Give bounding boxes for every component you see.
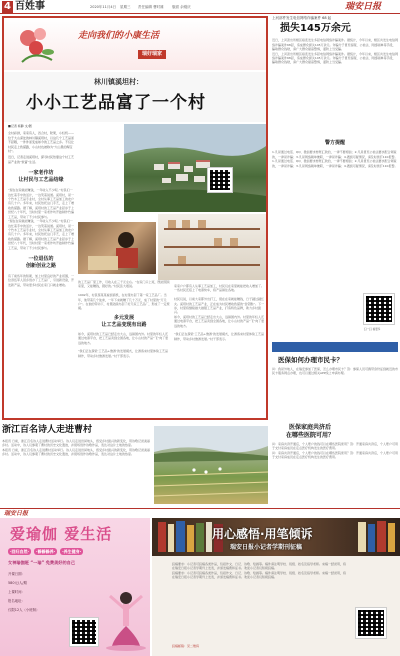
issue-weekday: 星期三: [120, 5, 131, 9]
essay-call-contact: 投稿邮箱：见二维码: [172, 644, 200, 648]
yoga-field-price: 580元/人/期: [8, 581, 27, 585]
village-aerial-photo: [124, 124, 266, 212]
byline: ■记者 杨静 文/图: [8, 124, 32, 128]
qa-heading: 医保如何办理市民卡？: [278, 356, 343, 364]
essay-call-body-cont: 投稿要求：小记者可投稿各类作品，包括作文、日记、诗歌、绘画等。稿件请注明学校、班级、姓名及指导老师。来稿一经录用，将在瑞安日报小记者学期刊上发表，并颁发稿费和证书。欢迎小记者们积极投稿。: [172, 570, 347, 580]
qa2-heading: 医保家庭共济后 在哪些医院可用？: [286, 424, 335, 439]
qa2-body-wrap: [272, 442, 398, 504]
field-landscape-photo: [154, 426, 268, 504]
yoga-field-limit: 仅限12人（小班制）: [8, 608, 40, 612]
poets-headline: 浙江百名诗人走进曹村: [2, 425, 93, 435]
qr-caption: 扫一扫 看更多: [364, 328, 381, 331]
banner-subslogan: 瑞好瑞家: [138, 50, 166, 59]
tips-body-wrap: [272, 150, 398, 258]
flower-decoration-icon: [14, 22, 60, 66]
yoga-fields: [8, 570, 72, 615]
poets-article: [2, 424, 150, 506]
essay-call-subtitle: 瑞安日报小记者学期刊征稿: [230, 544, 303, 551]
column-2-body: 的工艺品厂里工作，月收入在三千元左右。“在家门口上班，既能照顾家里，又能赚钱，挺好的。”村民张大姐说。 1992年，村民蔡某某看到商机，在村里办起了第一家工艺品厂。当年，他带着几个徒弟，一年下来就赚了几十万元，成了村里的“万元户”。在他的带动下，村里陆续办起了好几家工艺品厂，形成了一定规模。: [78, 280, 170, 311]
section-2-body: 有了前些年的积累，加上村里良好的产业氛围，一位退伍军人回乡创办了工艺品厂，引进新设备，开发新产品，带动更多村民在家门口就业增收。: [8, 273, 74, 287]
section-heading-2: 一位退伍的 创新创业之路: [25, 255, 56, 269]
yoga-field-time: 上课时间：: [8, 590, 25, 594]
news-body-cont: 近日，上河派出所辖区接连发生多起电信网络诈骗案件。据统计，今年以来，辖区共发生电信网络诈骗案件68起，造成群众损失145万余元。诈骗分子冒充客服、公检法、网络刷单等手段，骗取群众钱财，请广大群众提高警惕，谨防上当受骗。: [272, 51, 398, 65]
tips-body: 1.凡是通过电话、QQ、微信要求转账汇款的，一律不要相信；2.凡是冒充公检法要求配合调查的，一律是诈骗；3.凡是网络刷单兼职，一律是诈骗；4.遇到可疑情况，请及时拨打110报警。: [272, 150, 398, 159]
qa2-body-cont: 问：家庭共济开通后，个人账户的钱可以在哪些医院使用？答：开通家庭共济后，个人账户可用于支付家庭成员在定点医疗机构发生的医疗费用。: [272, 450, 398, 460]
banner-slogan: 走向我们的小康生活: [78, 31, 160, 41]
section-heading-1: 一家老作坊 让村民与工艺品结缘: [18, 170, 64, 184]
responsible-editor: 责任编辑 曹时雄: [138, 5, 164, 9]
qa2-body: 问：家庭共济开通后，个人账户的钱可以在哪些医院使用？答：开通家庭共济后，个人账户可用于支付家庭成员在定点医疗机构发生的医疗费用。: [272, 442, 398, 451]
yoga-field-start: 开课日期：: [8, 572, 25, 576]
news-body-wrap: [272, 38, 398, 134]
headline-block: [4, 72, 266, 122]
feature-column-1: [8, 124, 74, 418]
feature-column-3: [174, 284, 266, 418]
newspaper-logo: 瑞安日报: [345, 2, 382, 12]
masthead: [0, 0, 400, 14]
page-number: 4: [2, 1, 13, 13]
column-3-body: 家家户户都有人从事工艺品加工，村民们在家里就能把收入增加了。一些村民还搭上了电商快车，将产品销往各地。 村民们说，以前大家都外出打工，现在在家就能赚钱，日子越过越红火。溪坦村的工艺品产业，正在成为村民增收致富的“金钥匙”。下一步，村里将继续做大做强工艺品产业，打造特色品牌，助力乡村振兴。: [174, 284, 265, 315]
yoga-tag-3: ·养生健身·: [62, 549, 82, 554]
craftwork-photo: [78, 222, 156, 274]
section-heading-3: 多元发展 让工艺品变现有出路: [101, 314, 147, 328]
tips-heading: 警方提醒: [324, 140, 345, 147]
section-title: 百姓事: [15, 1, 45, 12]
qa-body: 问：我是外地人，在瑞安参加了医保，怎么办理市民卡？答：参保人员可携带身份证到就近的市民卡服务网点办理，也可以通过相关APP线上申请办理。: [272, 367, 398, 376]
shop-display-photo: [158, 214, 266, 280]
intro-paragraph: 近日，记者走进溪坦村，探寻村民依靠这个村工艺品产业的“致富”生活。: [8, 155, 74, 164]
article-title: 小小工艺品富了一个村: [26, 93, 206, 113]
essay-call-body-wrap: [172, 562, 348, 642]
qa-body-wrap: [272, 367, 398, 420]
right-column: [272, 16, 398, 420]
section-1-body: “现在在家就能赚钱，一年收入不少呢。”村民们一边忙着手中的活计，一边笑着说道。溪坦村，是一个竹木工艺品专业村，全村从事工艺品加工的农户有几十户。多年来，村民依托这门手艺，走上了增收致富路。据了解，溪坦村的工艺品产业起步于上世纪八十年代，当时村里一家老作坊开始制作竹编工艺品，带动了不少村民参与。: [8, 188, 74, 219]
campaign-banner: [4, 18, 266, 70]
yoga-ad-title: 爱瑜伽 爱生活: [10, 525, 113, 543]
article-qr-code[interactable]: [208, 168, 232, 192]
news-kicker: 上河部件发生电信网络诈骗案件 68 起: [272, 16, 332, 20]
essay-call-qr-code[interactable]: [356, 608, 386, 638]
essay-call-title: 用心感悟·用笔倾诉: [212, 527, 313, 541]
issue-date: 2020年11月4日: [90, 5, 117, 9]
poets-body-cont: 本报讯 日前，浙江百名诗人走进曹村活动举行。诗人们走进田间地头，感受乡村振兴的新变化，用诗歌记录美丽乡村。活动中，诗人们参观了曹村的历史文化遗迹，并现场创作诗歌作品，表达对这片土地的热爱。: [2, 447, 150, 457]
section-1-body-cont: “现在在家就能赚钱，一年收入不少呢。”村民们一边忙着手中的活计，一边笑着说道。溪坦村，是一个竹木工艺品专业村，全村从事工艺品加工的农户有几十户。多年来，村民依托这门手艺，走上了增收致富路。据了解，溪坦村的工艺品产业起步于上世纪八十年代，当时村里一家老作坊开始制作竹编工艺品，带动了不少村民参与。: [8, 219, 74, 250]
lead-paragraph: 全村彩排，家家有人，四合村，陀果，小轻机——位于大山深处的林川镇溪坦村，以这几个工艺品而不起眼，一件件而变成如今的工艺品之乡。不仅让村民走上致富路，小山村也被称为“大山里的淘宝村”。: [8, 131, 74, 154]
yoga-qr-code[interactable]: [70, 618, 98, 646]
column-3-body-cont: 如今，溪坦村的工艺品已经走出大山，远销国内外。村里的年轻人还通过电商平台，把工艺品卖到全国各地，让小山村的产品“飞”向了更远的地方。 “我们正在探索‘工艺品+旅游’的发展模式，让游客来村里体验工艺品制作，带动乡村旅游发展。”村干部表示。: [174, 314, 265, 341]
yoga-tags: [8, 548, 83, 555]
ad-brand-logo: 瑞安日报: [4, 510, 29, 517]
poets-body-wrap: [2, 439, 150, 505]
essay-call-ad: [152, 518, 400, 656]
poets-body: 本报讯 日前，浙江百名诗人走进曹村活动举行。诗人们走进田间地头，感受乡村振兴的新变化，用诗歌记录美丽乡村。活动中，诗人们参观了曹村的历史文化遗迹，并现场创作诗歌作品，表达对这片土地的热爱。: [2, 439, 150, 448]
page-designer: 版面 余刚庆: [172, 5, 191, 9]
service-strip: [272, 342, 398, 352]
article-subtitle: 林川镇溪坦村：: [94, 78, 143, 86]
yoga-tag-2: ·静静静养·: [36, 549, 56, 554]
tips-body-cont: 1.凡是通过电话、QQ、微信要求转账汇款的，一律不要相信；2.凡是冒充公检法要求配合调查的，一律是诈骗；3.凡是网络刷单兼职，一律是诈骗；4.遇到可疑情况，请及时拨打110报警。: [272, 159, 398, 168]
news-body: 近日，上河派出所辖区接连发生多起电信网络诈骗案件。据统计，今年以来，辖区共发生电信网络诈骗案件68起，造成群众损失145万余元。诈骗分子冒充客服、公检法、网络刷单等手段，骗取群众钱财，请广大群众提高警惕，谨防上当受骗。: [272, 38, 398, 52]
ad-separator: [0, 508, 400, 518]
yoga-pose-illustration: [104, 588, 148, 652]
column-2-body-2: 如今，溪坦村的工艺品已经走出大山，远销国内外。村里的年轻人还通过电商平台，把工艺品卖到全国各地，让小山村的产品“飞”向了更远的地方。 “我们正在探索‘工艺品+旅游’的发展模式，让游客来村里体验工艺品制作，带动乡村旅游发展。”村干部表示。: [78, 331, 169, 358]
yoga-ad: [0, 518, 150, 656]
feature-article: [2, 16, 268, 420]
news-headline: 损失145万余元: [280, 23, 351, 35]
feature-column-2: [78, 280, 170, 418]
news-qr-code[interactable]: [364, 294, 394, 324]
yoga-tag-1: ·回归自然·: [10, 549, 30, 554]
essay-call-body: 投稿要求：小记者可投稿各类作品，包括作文、日记、诗歌、绘画等。稿件请注明学校、班级、姓名及指导老师。来稿一经录用，将在瑞安日报小记者学期刊上发表，并颁发稿费和证书。欢迎小记者们积极投稿。: [172, 562, 347, 571]
yoga-field-address: 报名地址：: [8, 599, 25, 603]
yoga-offer: 女神瑜伽班 “一瑜” 免费美好的自己: [8, 560, 76, 565]
